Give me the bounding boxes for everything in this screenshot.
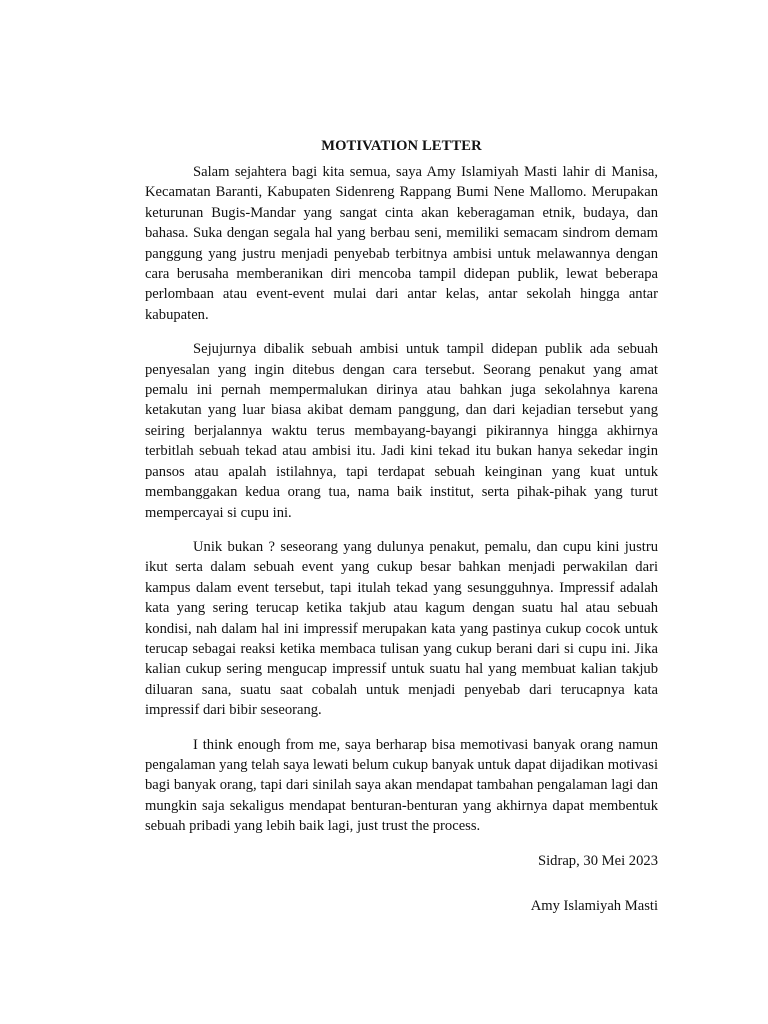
- paragraph-closing: I think enough from me, saya berharap bisa memotivasi banyak orang namun pengalaman yang telah saya lewati belum cukup banyak untuk dapat dijadikan motivasi bagi banyak orang, tapi dari sinilah saya akan mendapat tambahan pengalaman lagi dan mungkin saja sekaligus mendapat benturan-benturan yang akhirnya dapat membentuk sebuah pribadi yang lebih baik lagi, just trust the process.: [145, 736, 658, 835]
- paragraph-ambition: Sejujurnya dibalik sebuah ambisi untuk tampil didepan publik ada sebuah penyesalan yang ingin ditebus dengan cara tersebut. Seorang penakut yang amat pemalu ini pernah mempermalukan dirinya atau bahkan juga sekolahnya karena ketakutan yang luar biasa akibat demam panggung, dan dari kejadian tersebut yang seiring berjalannya waktu terus membayang-bayangi pikirannya hingga akhirnya terbitlah sebuah tekad atau ambisi itu. Jadi kini tekad itu bukan hanya sekedar ingin pansos atau apalah istilahnya, tapi terdapat sebuah keinginan yang kuat untuk membanggakan kedua orang tua, nama baik institut, serta pihak-pihak yang turut mempercayai si cupu ini.: [145, 341, 658, 521]
- paragraph-introduction: Salam sejahtera bagi kita semua, saya Amy Islamiyah Masti lahir di Manisa, Kecamatan Baranti, Kabupaten Sidenreng Rappang Bumi Nene Mallomo. Merupakan keturunan Bugis-Mandar yang sangat cinta akan keberagaman etnik, budaya, dan bahasa. Suka dengan segala hal yang berbau seni, memiliki semacam sindrom demam panggung yang justru menjadi penyebab terbitnya ambisi untuk melawannya dengan cara berusaha memberanikan diri mencoba tampil didepan publik, lewat beberapa perlombaan atau event-event mulai dari antar kelas, antar sekolah hingga antar kabupaten.: [145, 164, 658, 323]
- signature-name: Amy Islamiyah Masti: [530, 898, 658, 914]
- date-line: Sidrap, 30 Mei 2023: [538, 852, 658, 869]
- paragraph-impressive: Unik bukan ? seseorang yang dulunya penakut, pemalu, dan cupu kini justru ikut serta dalam sebuah event yang cukup besar bahkan menjadi perwakilan dari kampus dalam event tersebut, tapi itulah tekad yang sesungguhnya. Impressif adalah kata yang sering terucap ketika takjub atau kagum dengan suatu hal atau sebuah kondisi, nah dalam hal ini impressif merupakan kata yang pastinya cukup cocok untuk terucap sebagai reaksi ketika membaca tulisan yang cukup berani dari si cupu ini. Jika kalian cukup sering mengucap impressif untuk suatu hal yang membuat kalian takjub diluaran sana, suatu saat cobalah untuk menjadi penyebab dari terucapnya kata impressif dari bibir seseorang.: [145, 538, 658, 719]
- letter-body: [145, 134, 658, 871]
- letter-title: MOTIVATION LETTER: [321, 138, 482, 154]
